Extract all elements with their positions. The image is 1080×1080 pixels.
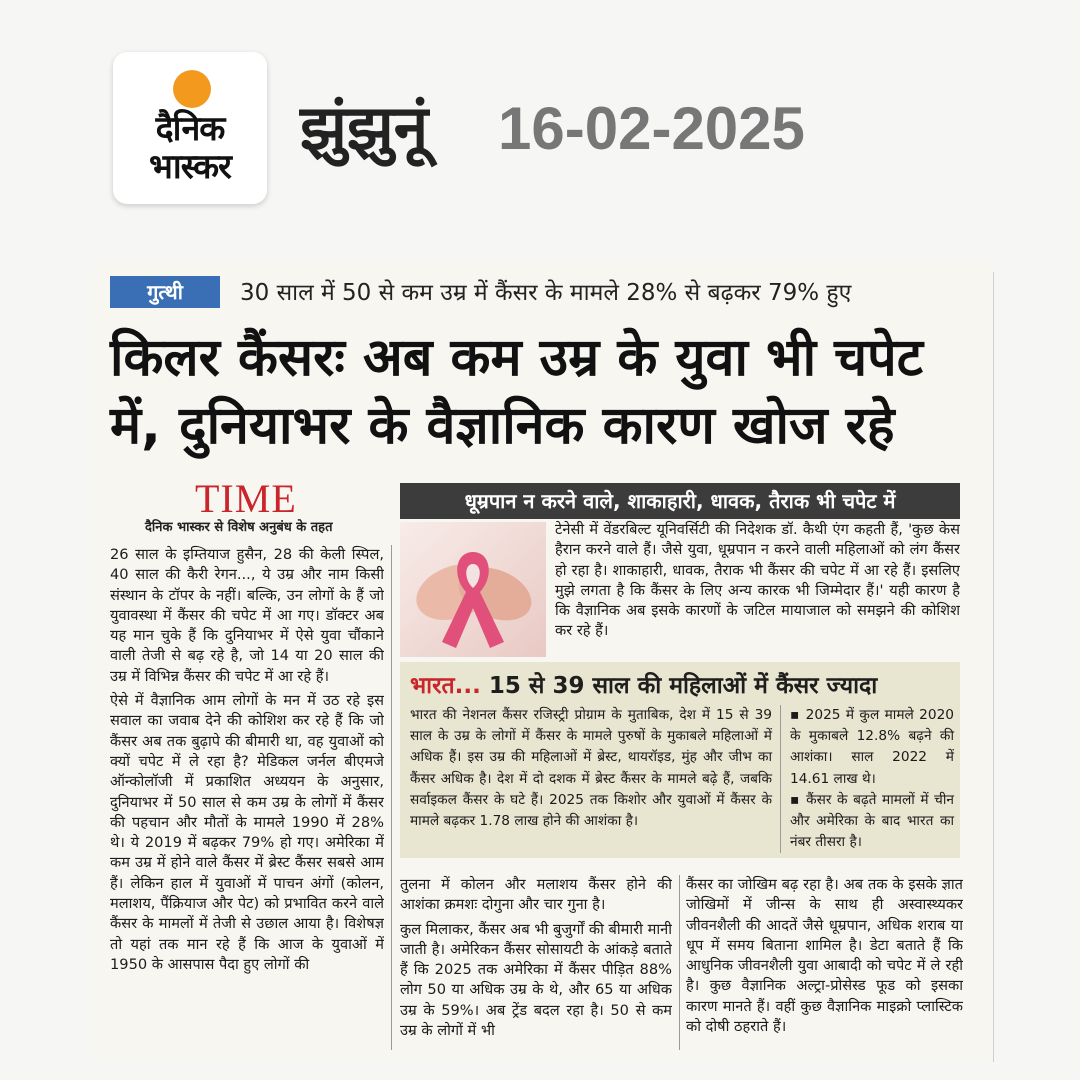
- paragraph: ऐसे में वैज्ञानिक आम लोगों के मन में उठ रहे इस सवाल का जवाब देने की कोशिश कर रहे हैं कि जो कैंसर अब तक बुढ़ापे की बीमारी था, वह युवाओं को क्यों चपेट में ले रहा है? मेडिकल जर्नल बीएमजे ऑन्कोलॉजी में प्रकाशित अध्ययन के अनुसार, दुनियाभर में 50 साल से कम उम्र के लोगों में कैंसर की पहचान और मौतों के मामले 1990 में 28% थे। ये 2019 में बढ़कर 79% हो गए। अमेरिका में कम उम्र में होने वाले कैंसर में ब्रेस्ट कैंसर सबसे आम हैं। लेकिन हाल में युवाओं में पाचन अंगों (कोलन, मलाशय, पैंक्रियाज और पेट) को प्रभावित करने वाले कैंसर के मामलों में तेजी से उछाल आया है। विशेषज्ञ तो यहां तक मान रहे हैं कि आज के युवाओं में 1950 के आसपास पैदा हुए लोगों की: [110, 692, 384, 973]
- logo-text-line2: भास्कर: [149, 147, 231, 187]
- column-divider: [391, 545, 392, 1050]
- edition-date: 16-02-2025: [498, 95, 805, 162]
- factbox-title: [410, 670, 877, 702]
- column-divider: [679, 875, 680, 1050]
- sun-icon: [173, 70, 211, 108]
- paragraph: तुलना में कोलन और मलाशय कैंसर होने की आशंका क्रमशः दोगुना और चार गुना है।: [400, 876, 672, 914]
- section-subheading: धूम्रपान न करने वाले, शाकाहारी, धावक, तैराक भी चपेट में: [400, 483, 960, 519]
- factbox-title-prefix: भारत...: [410, 673, 481, 699]
- paragraph: कुल मिलाकर, कैंसर अब भी बुजुर्गों की बीमारी मानी जाती है। अमेरिकन कैंसर सोसायटी के आंकड़े बताते हैं कि 2025 तक अमेरिका में कैंसर पीड़ित 88% लोग 50 या अधिक उम्र के थे, और 65 या अधिक उम्र के 59%। अब ट्रेंड बदल रहा है। 50 से कम उम्र के लोगों में भी: [400, 920, 672, 1040]
- syndication-credit: दैनिक भास्कर से विशेष अनुबंध के तहत: [145, 520, 333, 535]
- pink-ribbon-photo: [400, 522, 546, 657]
- paragraph: कैंसर का जोखिम बढ़ रहा है। अब तक के इसके ज्ञात जोखिमों में जीन्स के साथ ही अस्वास्थ्यकर जीवनशैली की आदतें जैसे धूम्रपान, अधिक शराब या धूप में समय बिताना शामिल है। डेटा बताते हैं कि आधुनिक जीवनशैली युवा आबादी को चपेट में ले रही है। कुछ वैज्ञानिक अल्ट्रा-प्रोसेस्ड फूड को इसका कारण मानते हैं। वहीं कुछ वैज्ञानिक माइक्रो प्लास्टिक को दोषी ठहराते हैं।: [686, 876, 963, 1036]
- factbox-bullet: ▪ 2025 में कुल मामले 2020 के मुकाबले 12.8% बढ़ने की आशंका। साल 2022 में 14.61 लाख थे।: [790, 707, 954, 787]
- factbox-bullets: [790, 705, 954, 853]
- edition-city: झुंझुनूं: [300, 91, 429, 164]
- paragraph: 26 साल के इम्तियाज हुसैन, 28 की केली स्पिल, 40 साल की कैरी रेगन..., ये उम्र और नाम किसी संस्थान के टॉपर के नहीं। बल्कि, उन लोगों के हैं जो युवावस्था में कैंसर की चपेट में आ गए। डॉक्टर अब यह मान चुके हैं कि दुनियाभर में ऐसे युवा चौंकाने वाली तेजी से बढ़ रहे है, जो 14 या 20 साल की उम्र में विभिन्न कैंसर की चपेट में आ रहे हैं।: [110, 546, 384, 685]
- time-magazine-logo: TIME: [195, 476, 297, 521]
- article-column-3: [400, 875, 672, 1050]
- clipping-edge: [993, 272, 994, 1062]
- logo-text-line1: दैनिक: [155, 109, 225, 149]
- factbox-body: भारत की नेशनल कैंसर रजिस्ट्री प्रोग्राम के मुताबिक, देश में 15 से 39 साल के उम्र के लोगों में कैंसर के मामले पुरुषों के मुकाबले महिलाओं में अधिक हैं। इस उम्र की महिलाओं में ब्रेस्ट, थायरॉइड, मुंह और जीभ का कैंसर अधिक है। देश में दो दशक में ब्रेस्ट कैंसर के मामले बढ़े हैं, जबकि सर्वाइकल कैंसर के घटे हैं। 2025 तक किशोर और युवाओं में कैंसर के मामले बढ़कर 1.78 लाख होने की आशंका है।: [410, 707, 772, 830]
- factbox-title-text: 15 से 39 साल की महिलाओं में कैंसर ज्यादा: [488, 673, 878, 699]
- dainik-bhaskar-logo: [113, 52, 267, 204]
- section-tag: गुत्थी: [110, 276, 220, 308]
- article-column-2: [555, 520, 960, 660]
- headline: किलर कैंसरः अब कम उम्र के युवा भी चपेट में, दुनियाभर के वैज्ञानिक कारण खोज रहे: [110, 328, 923, 456]
- paragraph: टेनेसी में वेंडरबिल्ट यूनिवर्सिटी की निदेशक डॉ. कैथी एंग कहती हैं, 'कुछ केस हैरान करने वाले हैं। जैसे युवा, धूम्रपान न करने वाली महिलाओं को लंग कैंसर हो रहा है। शाकाहारी, धावक, तैराक भी कैंसर की चपेट में आ रहे हैं। इसलिए मुझे लगता है कि कैंसर के लिए अन्य कारक भी जिम्मेदार हैं।' यही कारण है कि वैज्ञानिक अब इसके कारणों के जटिल मायाजाल को समझने की कोशिश कर रहे हैं।: [555, 521, 960, 640]
- pink-ribbon-hands-icon: [400, 522, 546, 657]
- article-column-4: [686, 875, 963, 1050]
- factbox-bullet: ▪ कैंसर के बढ़ते मामलों में चीन और अमेरिका के बाद भारत का नंबर तीसरा है।: [790, 791, 954, 851]
- article-column-1: [110, 545, 384, 1050]
- subheadline: 30 साल में 50 से कम उम्र में कैंसर के मामले 28% से बढ़कर 79% हुए: [240, 280, 852, 306]
- factbox-divider: [780, 705, 781, 853]
